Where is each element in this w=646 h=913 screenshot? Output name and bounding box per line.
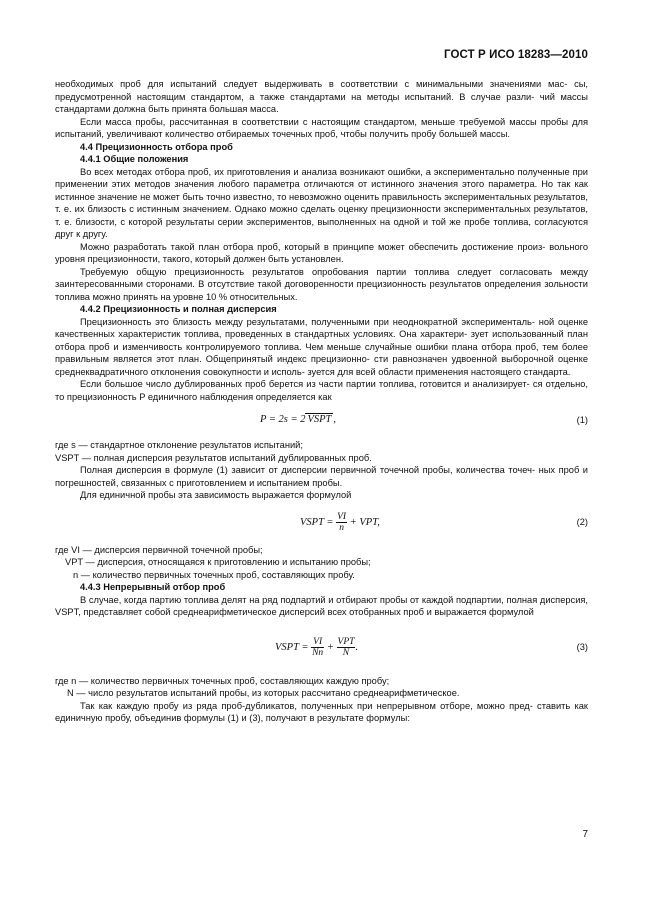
paragraph: Требуемую общую прецизионность результатов опробования партии топлива следует согласовать между заинтересованными сторонами. В отсутствие такой договоренности прецизионность результатов определения зольности топлива можно принять на уровне 10 % относительных. — [55, 266, 588, 302]
section-heading-4-4-2: 4.4.2 Прецизионность и полная дисперсия — [80, 304, 277, 314]
paragraph: В случае, когда партию топлива делят на ряд подпартий и отбирают пробы от каждой подпартии, полная дисперсия, VSPT, представляет собой среднеарифметическое дисперсий всех отобранных проб и выражается формулой — [55, 594, 588, 617]
paragraph: Для единичной пробы эта зависимость выражается формулой — [80, 490, 352, 500]
paragraph: Полная дисперсия в формуле (1) зависит от дисперсии первичной точечной пробы, количества точеч- ных проб и погрешностей, связанных с приготовлением и испытанием пробы. — [55, 465, 588, 488]
definition-s: где s — стандартное отклонение результатов испытаний; — [55, 440, 303, 450]
formula-2-lhs: VSPT = — [300, 516, 334, 528]
formula-3-number: (3) — [576, 641, 588, 652]
paragraph: Прецизионность это близость между результатами, полученными при неоднократной эксперименталь- ной оценке качественных характеристик топлива, проведенных в стандартных условиях. Она характери- зует использованный план отбора проб и изменчивость контролируемого топлива. Чем меньше случайные ошибки плана отбора проб, тем более правильным является этот план. Общепринятый индекс прецизионно- сти равнозначен удвоенной выборочной оценке среднеквадратичного отклонения совокупности и исполь- зуется для всей области применения настоящего стандарта. — [55, 316, 588, 377]
formula-1 — [55, 403, 588, 439]
section-heading-4-4-1: 4.4.1 Общие положения — [80, 154, 189, 164]
formula-2-rest: + VPT, — [349, 516, 380, 528]
definition-N: N — число результатов испытаний пробы, из которых рассчитано среднеарифметическое. — [67, 688, 460, 698]
paragraph: Если масса пробы, рассчитанная в соответствии с настоящим стандартом, меньше требуемой массы пробы для испытаний, увеличивают количество отбираемых точечных проб, чтобы получить пробу большей массы. — [55, 116, 588, 139]
formula-1-tail: , — [333, 414, 337, 425]
formula-3-lhs: VSPT = — [275, 641, 309, 653]
formula-1-number: (1) — [576, 415, 588, 425]
definition-n: n — количество первичных точечных проб, составляющих пробу. — [73, 569, 355, 580]
formula-3-denominator-2: N — [342, 647, 350, 658]
definition-vi: где VI — дисперсия первичной точечной пробы; — [55, 544, 263, 555]
definition-n-count: где n — количество первичных точечных проб, составляющих каждую пробу; — [55, 675, 390, 686]
formula-2-number: (2) — [576, 516, 588, 527]
formula-3-fraction-1 — [311, 637, 324, 658]
formula-2-fraction — [336, 512, 347, 533]
paragraph: необходимых проб для испытаний следует выдерживать в соответствии с минимальными значениями мас- сы, предусмотренной настоящим стандартом, а также стандартами на методы испытаний. В случае разли- чий массы стандартами должна быть принята большая масса. — [55, 79, 588, 114]
paragraph: Если большое число дублированных проб берется из части партии топлива, готовится и анализирует- ся отдельно, то прецизионность P единичного наблюдения определяется как — [55, 379, 588, 402]
formula-3-fraction-2 — [337, 636, 359, 658]
section-heading-4-4: 4.4 Прецизионность отбора проб — [80, 141, 233, 152]
standard-code-header: ГОСТ Р ИСО 18283—2010 — [443, 49, 588, 61]
formula-3 — [55, 619, 588, 675]
paragraph: Так как каждую пробу из ряда проб-дубликатов, полученных при непрерывном отборе, можно пред- ставить как единичную пробу, объединив формулы (1) и (3), получают в результате формулы: — [55, 700, 588, 723]
definition-vspt: VSPT — полная дисперсия результатов испытаний дублированных проб. — [55, 452, 372, 463]
formula-2 — [55, 502, 588, 544]
formula-3-denominator-1: Nn — [312, 647, 324, 658]
formula-1-radical: VSPT — [307, 414, 332, 425]
paragraph: Можно разработать такой план отбора проб, который в принципе может обеспечить достижение произ- вольного уровня прецизионности, такого, который должен быть установлен. — [55, 241, 588, 264]
formula-3-tail: . — [355, 641, 359, 653]
paragraph: Во всех методах отбора проб, их приготовления и анализа возникают ошибки, а экспериментально полученные при применении этих методов значения любого параметра отличаются от истинного значения этого параметра. Но так как истинное значение не может быть точно известно, то невозможно оценить правильность экспериментальных результатов, т. е. их близость с истинным значением. Однако можно сделать оценку прецизионности экспериментальных результатов, т. е. близости, с которой результаты серии экспериментов, выполненных на одной и той же пробе топлива, согласуются друг к другу. — [55, 166, 588, 239]
page-body — [55, 78, 588, 725]
section-heading-4-4-3: 4.4.3 Непрерывный отбор проб — [80, 582, 226, 592]
definition-vpt: VPT — дисперсия, относящаяся к приготовлению и испытанию пробы; — [65, 557, 371, 567]
formula-2-numerator: VI — [337, 511, 347, 522]
formula-3-numerator-2: VPT — [337, 636, 355, 647]
formula-2-denominator: n — [339, 522, 344, 533]
formula-1-lhs: P = 2s = 2 — [260, 414, 306, 425]
formula-3-plus: + — [326, 641, 334, 653]
page-number: 7 — [582, 829, 588, 840]
formula-3-numerator-1: VI — [311, 637, 324, 648]
